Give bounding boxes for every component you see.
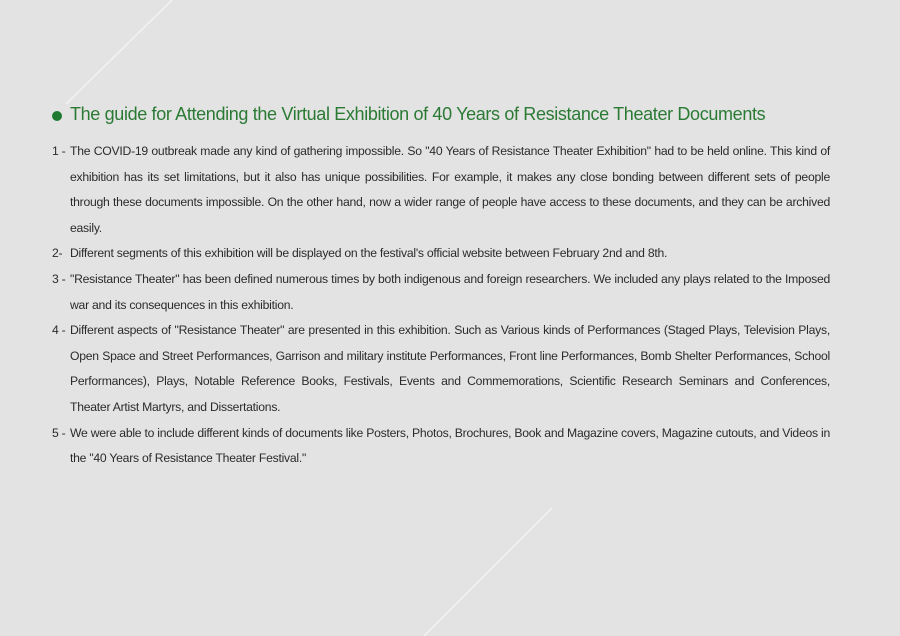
guide-document <box>52 104 830 472</box>
item-number: 1 - <box>52 144 66 158</box>
item-text: Different segments of this exhibition will be displayed on the festival's official website between February 2nd and 8th. <box>70 246 668 261</box>
item-number: 5 - <box>52 425 66 440</box>
green-bullet-icon <box>52 111 62 121</box>
item-number: 3 - <box>52 271 66 286</box>
list-item <box>52 421 830 472</box>
guide-heading <box>52 104 830 125</box>
item-text: "Resistance Theater" has been defined numerous times by both indigenous and foreign researchers. We included any plays related to the Imposed war and its consequences in this exhibition. <box>70 271 830 312</box>
item-number: 4 - <box>52 323 66 338</box>
list-item <box>52 139 830 241</box>
item-number: 2- <box>52 246 63 261</box>
item-text: The COVID-19 outbreak made any kind of gathering impossible. So "40 Years of Resistance Theater Exhibition" had to be held online. This kind of exhibition has its set limitations, but it also has unique possibilities. For example, it makes any close bonding between different sets of people through these documents impossible. On the other hand, now a wider range of people have access to these documents, and they can be archived easily. <box>70 144 830 235</box>
list-item <box>52 318 830 420</box>
page-title: The guide for Attending the Virtual Exhibition of 40 Years of Resistance Theater Documents <box>70 104 766 124</box>
guide-list <box>52 139 830 472</box>
list-item <box>52 267 830 318</box>
item-text: We were able to include different kinds of documents like Posters, Photos, Brochures, Book and Magazine covers, Magazine cutouts, and Videos in the "40 Years of Resistance Theater Festival." <box>70 425 830 466</box>
list-item <box>52 241 830 267</box>
item-text: Different aspects of "Resistance Theater" are presented in this exhibition. Such as Various kinds of Performances (Staged Plays, Television Plays, Open Space and Street Performances, Garrison and military institute Performances, Front line Performances, Bomb Shelter Performances, School Performances), Plays, Notable Reference Books, Festivals, Events and Commemorations, Scientific Research Seminars and Conferences, Theater Artist Martyrs, and Dissertations. <box>70 323 830 414</box>
